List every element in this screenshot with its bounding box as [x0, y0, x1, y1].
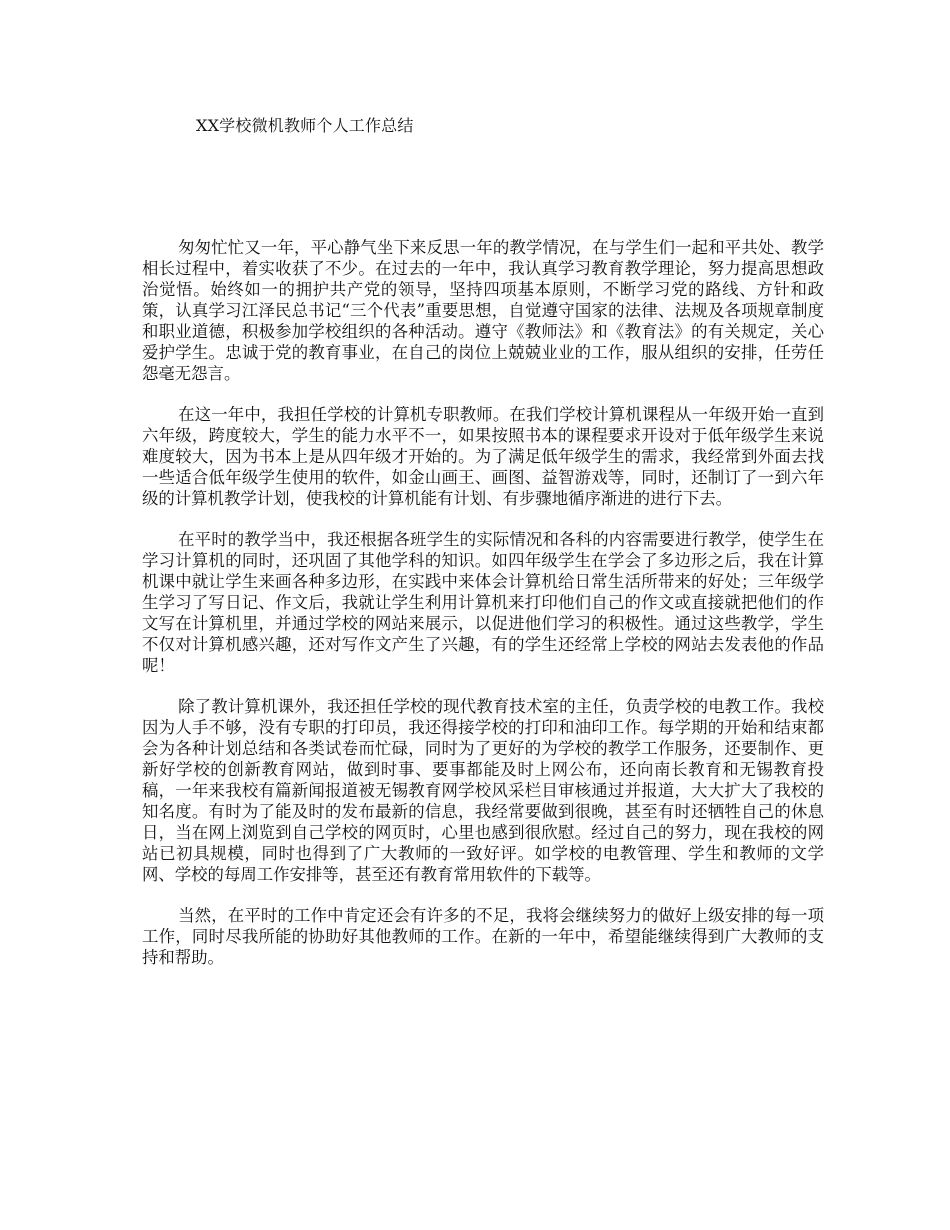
paragraph-2: 在这一年中，我担任学校的计算机专职教师。在我们学校计算机课程从一年级开始一直到六年级，跨度较大，学生的能力水平不一，如果按照书本的课程要求开设对于低年级学生来说难度较大，因为书本上是从四年级才开始的。为了满足低年级学生的需求，我经常到外面去找一些适合低年级学生使用的软件，如金山画王、画图、益智游戏等，同时，还制订了一到六年级的计算机教学计划，使我校的计算机能有计划、有步骤地循序渐进的进行下去。	[142, 405, 824, 508]
document-title: XX学校微机教师个人工作总结	[196, 116, 414, 135]
paragraph-5: 当然，在平时的工作中肯定还会有许多的不足，我将会继续努力的做好上级安排的每一项工作，同时尽我所能的协助好其他教师的工作。在新的一年中，希望能继续得到广大教师的支持和帮助。	[142, 906, 824, 967]
paragraph-1: 匆匆忙忙又一年，平心静气坐下来反思一年的教学情况，在与学生们一起和平共处、教学相长过程中，着实收获了不少。在过去的一年中，我认真学习教育教学理论，努力提高思想政治觉悟。始终如一的拥护共产党的领导，坚持四项基本原则，不断学习党的路线、方针和政策，认真学习江泽民总书记“三个代表”重要思想，自觉遵守国家的法律、法规及各项规章制度和职业道德，积极参加学校组织的各种活动。遵守《教师法》和《教育法》的有关规定，关心爱护学生。忠诚于党的教育事业，在自己的岗位上兢兢业业的工作，服从组织的安排，任劳任怨毫无怨言。	[142, 238, 824, 383]
document-body	[142, 237, 824, 988]
paragraph-3: 在平时的教学当中，我还根据各班学生的实际情况和各科的内容需要进行教学，使学生在学习计算机的同时，还巩固了其他学科的知识。如四年级学生在学会了多边形之后，我在计算机课中就让学生来画各种多边形，在实践中来体会计算机给日常生活所带来的好处；三年级学生学习了写日记、作文后，我就让学生利用计算机来打印他们自己的作文或直接就把他们的作文写在计算机里，并通过学校的网站来展示，以促进他们学习的积极性。通过这些教学，学生不仅对计算机感兴趣，还对写作文产生了兴趣，有的学生还经常上学校的网站去发表他的作品呢！	[142, 530, 824, 675]
paragraph-4: 除了教计算机课外，我还担任学校的现代教育技术室的主任，负责学校的电教工作。我校因为人手不够，没有专职的打印员，我还得接学校的打印和油印工作。每学期的开始和结束都会为各种计划总结和各类试卷而忙碌，同时为了更好的为学校的教学工作服务，还要制作、更新好学校的创新教育网站，做到时事、要事都能及时上网公布，还向南长教育和无锡教育投稿，一年来我校有篇新闻报道被无锡教育网学校风采栏目审核通过并报道，大大扩大了我校的知名度。有时为了能及时的发布最新的信息，我经常要做到很晚，甚至有时还牺牲自己的休息日，当在网上浏览到自己学校的网页时，心里也感到很欣慰。经过自己的努力，现在我校的网站已初具规模，同时也得到了广大教师的一致好评。如学校的电教管理、学生和教师的文学网、学校的每周工作安排等，甚至还有教育常用软件的下载等。	[142, 697, 824, 884]
